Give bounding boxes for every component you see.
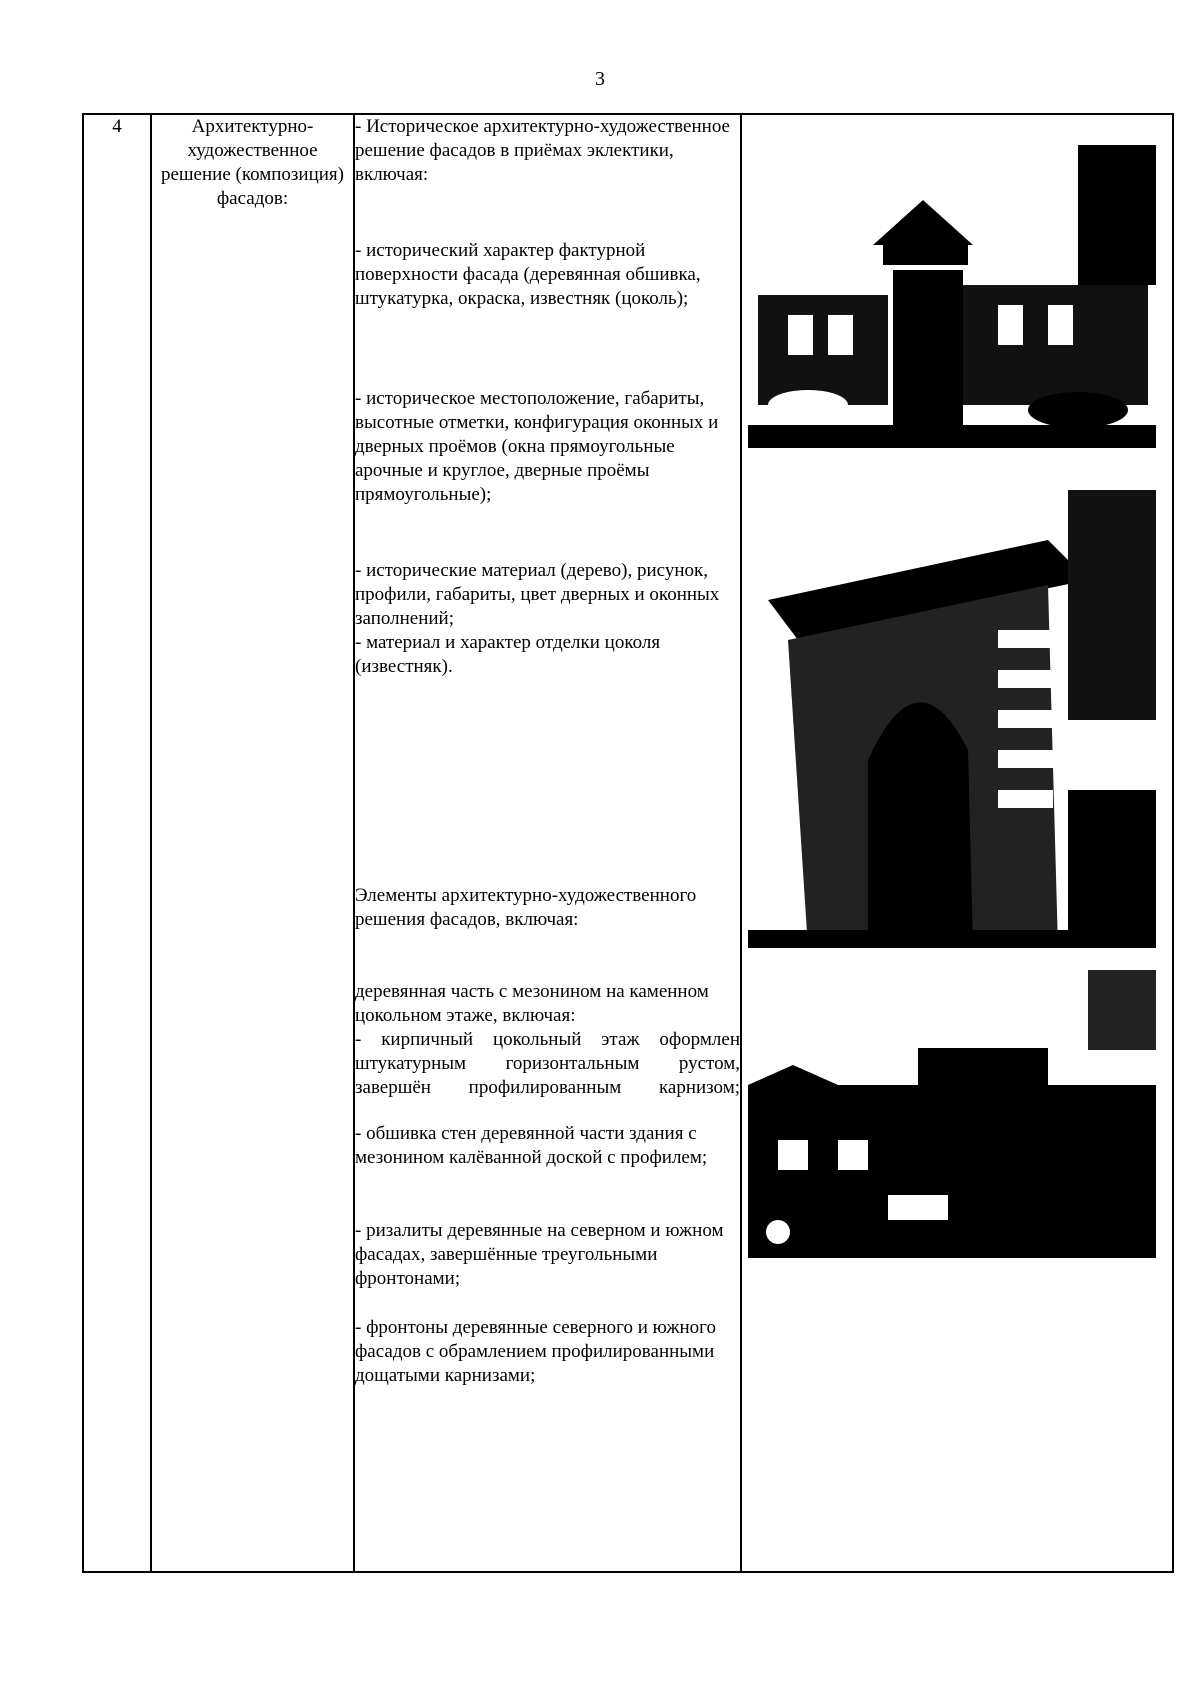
desc-paragraph-8: - кирпичный цокольный этаж оформлен штукатурным горизонтальным рустом, завершён профилированным карнизом; [355,1029,740,1098]
desc-paragraph-1: - Историческое архитектурно-художественное решение фасадов в приёмах эклектики, включая: [355,116,730,185]
row-name [151,114,354,1572]
building-with-mezzanine-photo [748,970,1156,1258]
desc-paragraph-4: - исторические материал (дерево), рисунок, профили, габариты, цвет дверных и оконных заполнений; [355,560,720,629]
page-number: 3 [595,68,605,90]
row-description [354,114,741,1572]
row-number: 4 [83,114,151,1572]
photos-cell [741,114,1173,1572]
table-row [83,114,1173,1572]
desc-paragraph-11: - фронтоны деревянные северного и южного фасадов с обрамлением профилированными дощатыми карнизами; [355,1317,716,1386]
row-name-text: Архитектурно-художественное решение (композиция) фасадов: [160,116,344,209]
desc-paragraph-6: Элементы архитектурно-художественного решения фасадов, включая: [355,885,697,930]
document-table [82,113,1174,1573]
desc-paragraph-7: деревянная часть с мезонином на каменном цокольном этаже, включая: [355,981,709,1026]
desc-paragraph-2: - исторический характер фактурной поверхности фасада (деревянная обшивка, штукатурка, окраска, известняк (цоколь); [355,240,701,309]
building-facade-photo [748,145,1156,448]
desc-paragraph-9: - обшивка стен деревянной части здания с мезонином калёванной доской с профилем; [355,1123,708,1168]
desc-paragraph-3: - историческое местоположение, габариты, высотные отметки, конфигурация оконных и дверных проёмов (окна прямоугольные арочные и круглое, дверные проёмы прямоугольные); [355,388,719,505]
arched-portal-photo [748,490,1156,948]
desc-paragraph-5: - материал и характер отделки цоколя (известняк). [355,632,661,677]
desc-paragraph-10: - ризалиты деревянные на северном и южном фасадах, завершённые треугольными фронтонами; [355,1220,724,1289]
